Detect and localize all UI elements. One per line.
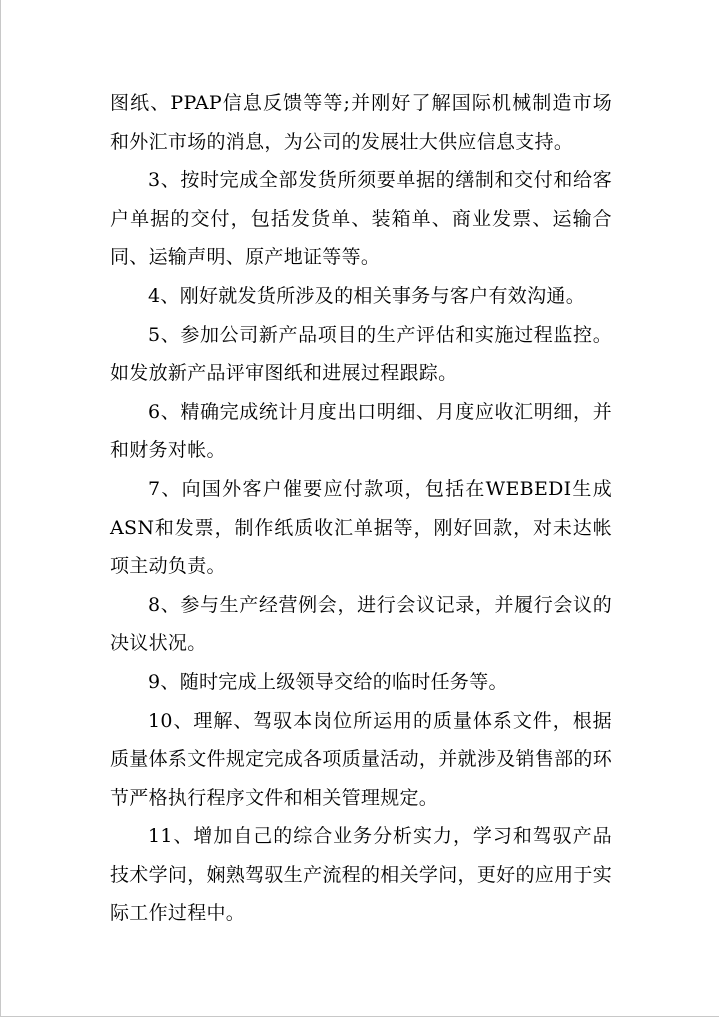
paragraph-8: 9、随时完成上级领导交给的临时任务等。: [148, 670, 508, 693]
paragraph-9: 10、理解、驾驭本岗位所运用的质量体系文件，根据质量体系文件规定完成各项质量活动，并就涉及销售部的环节严格执行程序文件和相关管理规定。: [110, 709, 612, 809]
paragraph-5: 6、精确完成统计月度出口明细、月度应收汇明细，并和财务对帐。: [110, 400, 612, 462]
document-body: [110, 84, 612, 933]
paragraph-3: 4、刚好就发货所涉及的相关事务与客户有效沟通。: [148, 284, 585, 307]
paragraph-7: 8、参与生产经营例会，进行会议记录，并履行会议的决议状况。: [110, 593, 612, 655]
paragraph-1: 图纸、PPAP信息反馈等等;并刚好了解国际机械制造市场和外汇市场的消息，为公司的发展壮大供应信息支持。: [110, 92, 612, 153]
paragraph-4: 5、参加公司新产品项目的生产评估和实施过程监控。如发放新产品评审图纸和进展过程跟踪。: [110, 323, 612, 385]
paragraph-2: 3、按时完成全部发货所须要单据的缮制和交付和给客户单据的交付，包括发货单、装箱单、商业发票、运输合同、运输声明、原产地证等等。: [110, 169, 612, 269]
paragraph-10: 11、增加自己的综合业务分析实力，学习和驾驭产品技术学问，娴熟驾驭生产流程的相关学问，更好的应用于实际工作过程中。: [110, 825, 612, 925]
paragraph-6: 7、向国外客户催要应付款项，包括在WEBEDI生成ASN和发票，制作纸质收汇单据等，刚好回款，对未达帐项主动负责。: [110, 477, 612, 578]
